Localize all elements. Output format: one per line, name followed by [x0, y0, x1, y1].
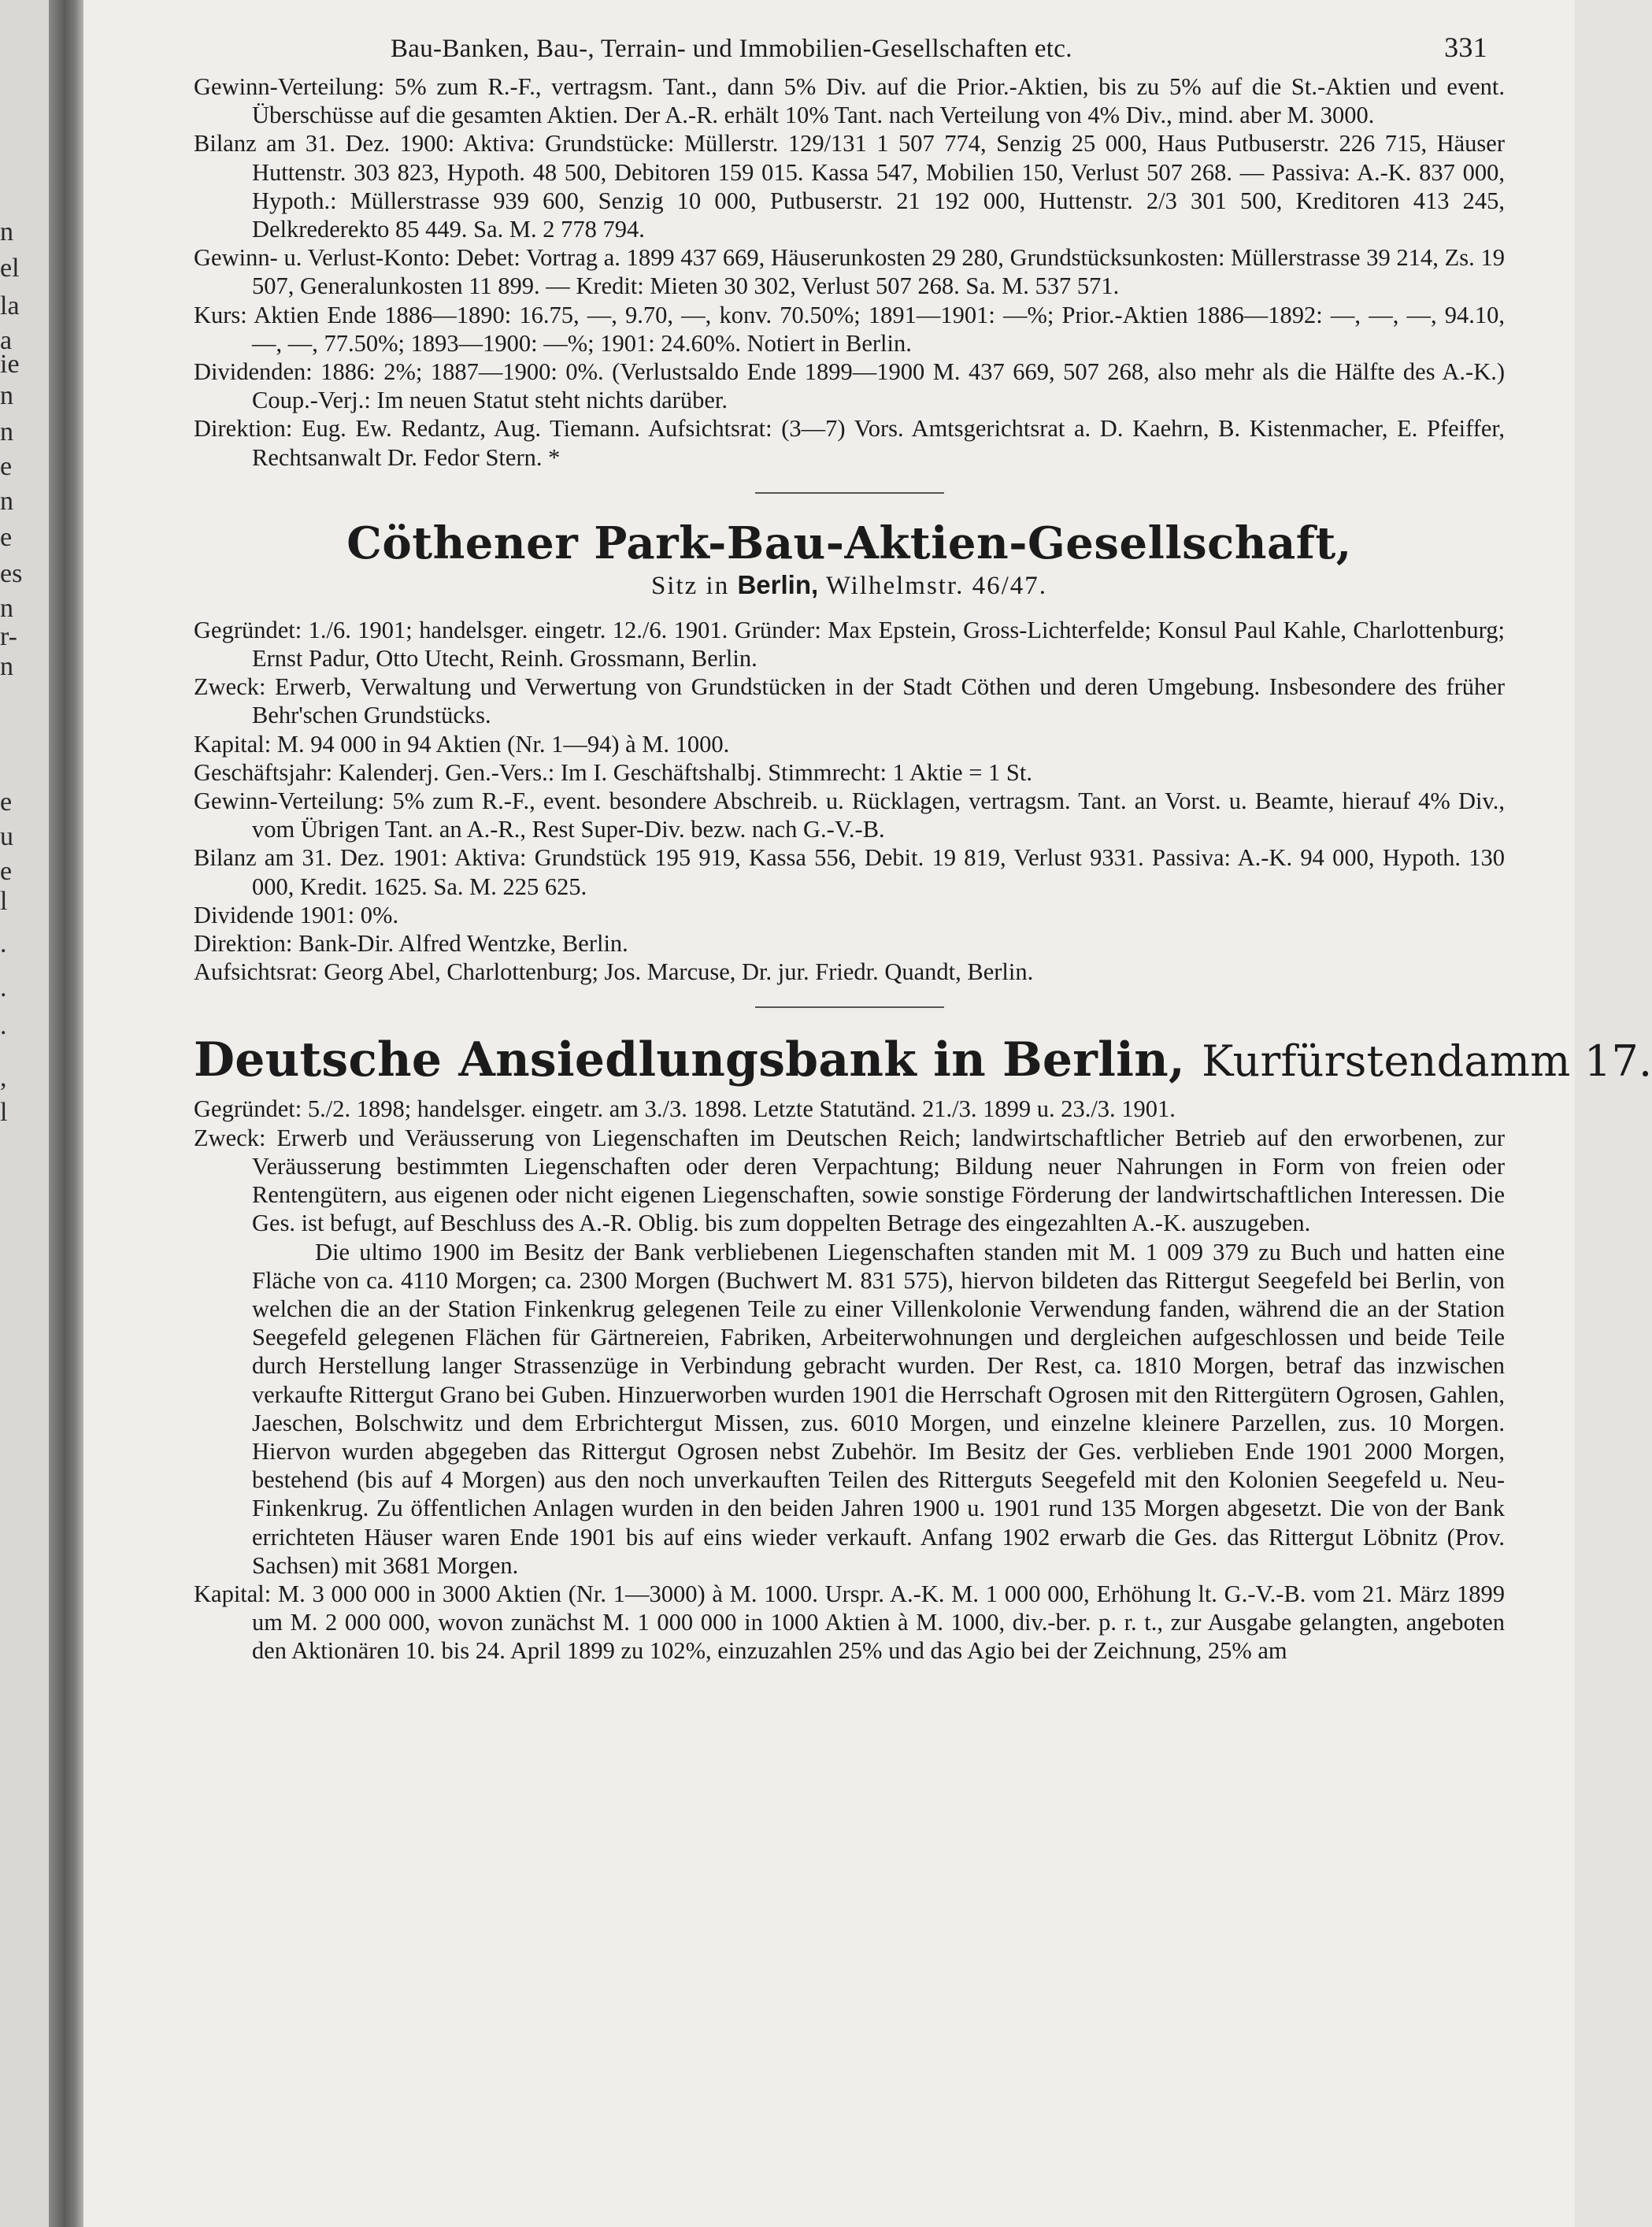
c1-zweck: [194, 673, 1505, 729]
entry-text: M. 94 000 in 94 Aktien (Nr. 1—94) à M. 1000.: [276, 730, 730, 758]
c1-kapital: [194, 730, 1505, 758]
entry-label: Gegründet:: [194, 616, 302, 643]
margin-fragment: ,: [0, 1063, 7, 1092]
entry-text: 0%.: [360, 901, 399, 928]
entry-text: Im I. Geschäftshalbj.: [560, 758, 762, 786]
margin-fragment: l: [0, 1098, 8, 1127]
c1-gewinn-verteilung: [194, 787, 1505, 843]
margin-fragment: u: [0, 822, 13, 851]
entry-label: Stimmrecht:: [768, 758, 887, 786]
book-spine-shadow: [49, 0, 83, 2227]
prev-dividenden: [194, 358, 1505, 414]
entry-label: Direktion:: [194, 415, 293, 443]
entry-text: Erwerb und Veräusserung von Liegenschaften im Deutschen Reich; landwirtschaftlicher Betrieb auf den erworbenen, zur Veräusserung bestimmten Liegenschaften oder deren Verpachtung; Bildung neuer Nahrungen in Form von freien oder Rentengütern, aus eigenen oder nicht eigenen Liegenschaften, sowie sonstige Förderung der landwirtschaftlichen Interessen. Die Ges. ist befugt, auf Beschluss des A.-R. Oblig. bis zum doppelten Betrage des eingezahlten A.-K. auszugeben.: [252, 1124, 1506, 1237]
margin-fragment: es: [0, 559, 23, 588]
book-page: [83, 0, 1652, 2227]
prev-direktion: [194, 414, 1505, 471]
entry-label: Bilanz am 31. Dez. 1900:: [194, 130, 455, 157]
entry-label: Gewinn-Verteilung:: [194, 73, 385, 100]
c1-dividende: [194, 901, 1505, 929]
entry-text: Kalenderj.: [338, 758, 439, 786]
entry-text: 5% zum R.-F., event. besondere Abschreib. u. Rücklagen, vertragsm. Tant. an Vorst. u. Beamte, hierauf 4% Div., vom Übrigen Tant. an A.-R., Rest Super-Div. bezw. nach G.-V.-B.: [252, 787, 1505, 843]
entry-text: Eug. Ew. Redantz, Aug. Tiemann.: [302, 415, 641, 443]
margin-fragment: la: [0, 291, 20, 321]
company-address: Kurfürstendamm 17.: [1202, 1036, 1652, 1087]
entry-label: Kurs:: [194, 301, 247, 328]
entry-text: 1 Aktie = 1 St.: [892, 758, 1032, 786]
margin-fragment: n: [0, 652, 13, 681]
entry-label: Geschäftsjahr:: [194, 758, 333, 786]
entry-label: Dividende 1901:: [194, 901, 355, 928]
entry-label: Gewinn-Verteilung:: [194, 787, 385, 815]
entry-text: 1./6. 1901; handelsger. eingetr. 12./6. 1901. Gründer: Max Epstein, Gross-Lichterfelde; Konsul Paul Kahle, Charlottenburg; Ernst Padur, Otto Utecht, Reinh. Grossmann, Berlin.: [252, 616, 1506, 673]
section-divider: [755, 492, 944, 494]
entry-label: Kapital:: [194, 730, 272, 758]
margin-fragment: e: [0, 452, 13, 481]
adjacent-page-margin: [0, 0, 49, 2227]
c1-bilanz: [194, 843, 1505, 900]
margin-fragment: n: [0, 487, 13, 516]
margin-fragment: el: [0, 254, 20, 283]
c2-gegruendet: [194, 1095, 1505, 1123]
seat-address: Wilhelmstr. 46/47.: [825, 571, 1048, 600]
prev-guv: [194, 243, 1505, 300]
margin-fragment: .: [0, 973, 7, 1002]
margin-fragment: .: [0, 929, 7, 958]
c1-gegruendet: [194, 616, 1505, 673]
entry-text: Georg Abel, Charlottenburg; Jos. Marcuse, Dr. jur. Friedr. Quandt, Berlin.: [324, 958, 1034, 986]
entry-label: Kapital:: [194, 1580, 272, 1607]
company-title: [194, 1032, 1652, 1090]
entry-label: Gen.-Vers.:: [445, 758, 555, 786]
entry-text: Debet: Vortrag a. 1899 437 669, Häuserunkosten 29 280, Grundstücksunkosten: Müllerstrasse 39 214, Zs. 19 507, Generalunkosten 11 899. — Kredit: Mieten 30 302, Verlust 507 268. Sa. M. 537 571.: [252, 244, 1505, 300]
company-title: Cöthener Park-Bau-Aktien-Gesellschaft,: [346, 517, 1352, 569]
section-divider: [755, 1006, 944, 1008]
entry-text: Erwerb, Verwaltung und Verwertung von Grundstücken in der Stadt Cöthen und deren Umgebung. Insbesondere des früher Behr'schen Grundstücks.: [252, 673, 1506, 729]
c1-aufsichtsrat: [194, 958, 1505, 986]
entry-label: Dividenden:: [194, 358, 313, 386]
entry-label: Zweck:: [194, 1124, 266, 1151]
company-name: Deutsche Ansiedlungsbank in Berlin,: [194, 1032, 1186, 1088]
entry-label: Aufsichtsrat:: [648, 415, 772, 443]
entry-label: Bilanz am 31. Dez. 1901:: [194, 844, 448, 872]
margin-fragment: e: [0, 787, 13, 817]
entry-text: Aktiva: Grundstück 195 919, Kassa 556, Debit. 19 819, Verlust 9331. Passiva: A.-K. 94 000, Hypoth. 130 000, Kredit. 1625. Sa. M. 225 625.: [252, 844, 1505, 900]
prev-bilanz: [194, 129, 1505, 243]
entry-text: M. 3 000 000 in 3000 Aktien (Nr. 1—3000) à M. 1000. Urspr. A.-K. M. 1 000 000, Erhöhung lt. G.-V.-B. vom 21. März 1899 um M. 2 000 000, wovon zunächst M. 1 000 000 in 1000 Aktien à M. 1000, div.-ber. p. r. t., zur Ausgabe gelangten, angeboten den Aktionären 10. bis 24. April 1899 zu 102%, einzuzahlen 25% und das Agio bei der Zeichnung, 25% am: [252, 1580, 1506, 1665]
entry-text: Aktien Ende 1886—1890: 16.75, —, 9.70, —, konv. 70.50%; 1891—1901: —%; Prior.-Aktien 1886—1892: —, —, —, 94.10, —, —, 77.50%; 1893—1900: —%; 1901: 24.60%. Notiert in Berlin.: [252, 301, 1505, 357]
c2-holdings-paragraph: Die ultimo 1900 im Besitz der Bank verbliebenen Liegenschaften standen mit M. 1 009 379 zu Buch und hatten eine Fläche von ca. 4110 Morgen; ca. 2300 Morgen (Buchwert M. 831 575), hiervon bildeten das Rittergut Seegefeld bei Berlin, von welchen die an der Station Finkenkrug gelegenen Teile zu einer Villenkolonie Verwendung fanden, während die an der Station Seegefeld gelegenen Flächen für Gärtnereien, Fabriken, Arbeiterwohnungen und dergleichen aufgeschlossen und beide Teile durch Herstellung langer Strassenzüge in Verbindung gebracht wurden. Der Rest, ca. 1810 Morgen, betraf das inzwischen verkaufte Rittergut Grano bei Guben. Hinzuerworben wurden 1901 die Herrschaft Ogrosen mit den Rittergütern Ogrosen, Gahlen, Jaeschen, Bolschwitz und dem Erbrichtergut Missen, zus. 6010 Morgen, und einzelne kleinere Parzellen, zus. 10 Morgen. Hiervon wurden abgegeben das Rittergut Ogrosen nebst Zubehör. Im Besitz der Ges. verblieben Ende 1901 2000 Morgen, bestehend (bis auf 4 Morgen) aus den noch unverkauften Teilen des Ritterguts Seegefeld mit den Kolonien Seegefeld u. Neu-Finkenkrug. Zu öffentlichen Anlagen wurden in den beiden Jahren 1900 u. 1901 rund 135 Morgen abgesetzt. Die von der Bank errichteten Häuser waren Ende 1901 bis auf eins wieder verkauft. Anfang 1902 erwarb die Ges. das Rittergut Löbnitz (Prov. Sachsen) mit 3681 Morgen.: [252, 1238, 1505, 1579]
margin-fragment: n: [0, 417, 13, 447]
entry-label: Direktion:: [194, 930, 293, 958]
page-number: 331: [1444, 31, 1487, 63]
prev-gewinn-verteilung: [194, 72, 1505, 129]
prev-kurs: [194, 301, 1505, 358]
entry-label: Zweck:: [194, 673, 266, 701]
c2-kapital: [194, 1580, 1505, 1666]
seat-city: Berlin,: [737, 569, 819, 599]
entry-label: Aufsichtsrat:: [194, 958, 318, 986]
margin-fragment: ie: [0, 350, 20, 379]
margin-fragment: e: [0, 857, 13, 886]
entry-text: 5./2. 1898; handelsger. eingetr. am 3./3. 1898. Letzte Statutänd. 21./3. 1899 u. 23./3. 1901.: [307, 1095, 1176, 1123]
entry-text: 5% zum R.-F., vertragsm. Tant., dann 5% Div. auf die Prior.-Aktien, bis zu 5% auf die St.-Aktien und event. Überschüsse auf die gesamten Aktien. Der A.-R. erhält 10% Tant. nach Verteilung von 4% Div., mind. aber M. 3000.: [252, 73, 1506, 129]
margin-fragment: .: [0, 1011, 7, 1040]
c2-zweck: [194, 1124, 1505, 1238]
margin-fragment: a: [0, 326, 13, 355]
margin-fragment: e: [0, 523, 13, 552]
seat-prefix: Sitz in: [650, 571, 730, 600]
entry-text: 1886: 2%; 1887—1900: 0%. (Verlustsaldo Ende 1899—1900 M. 437 669, 507 268, also mehr als die Hälfte des A.-K.) Coup.-Verj.: Im neuen Statut steht nichts darüber.: [252, 358, 1506, 414]
margin-fragment: n: [0, 217, 13, 246]
margin-fragment: r-: [0, 622, 17, 651]
header-title: Bau-Banken, Bau-, Terrain- und Immobilien-Gesellschaften etc.: [391, 35, 1072, 63]
entry-text: Aktiva: Grundstücke: Müllerstr. 129/131 1 507 774, Senzig 25 000, Haus Putbuserstr. 226 715, Häuser Huttenstr. 303 823, Hypoth. 48 500, Debitoren 159 015. Kassa 547, Mobilien 150, Verlust 507 268. — Passiva: A.-K. 837 000, Hypoth.: Müllerstrasse 939 600, Senzig 10 000, Putbuserstr. 21 192 000, Huttenstr. 2/3 301 500, Kreditoren 413 245, Delkrederekto 85 449. Sa. M. 2 778 794.: [252, 130, 1505, 243]
c1-geschaeftsjahr: [194, 758, 1505, 787]
entry-label: Gewinn- u. Verlust-Konto:: [194, 244, 450, 272]
margin-fragment: n: [0, 594, 13, 623]
c1-direktion: [194, 929, 1505, 958]
entry-text: Bank-Dir. Alfred Wentzke, Berlin.: [298, 930, 628, 958]
running-header: [194, 28, 1505, 72]
entry-label: Gegründet:: [194, 1095, 302, 1123]
margin-fragment: l: [0, 887, 8, 916]
company-seat: [194, 569, 1505, 602]
page-content: [194, 28, 1652, 1666]
entry-text: (3—7) Vors. Amtsgerichtsrat a. D. Kaehrn, B. Kistenmacher, E. Pfeiffer, Rechtsanwalt Dr. Fedor Stern. *: [252, 415, 1505, 471]
margin-fragment: n: [0, 381, 13, 410]
